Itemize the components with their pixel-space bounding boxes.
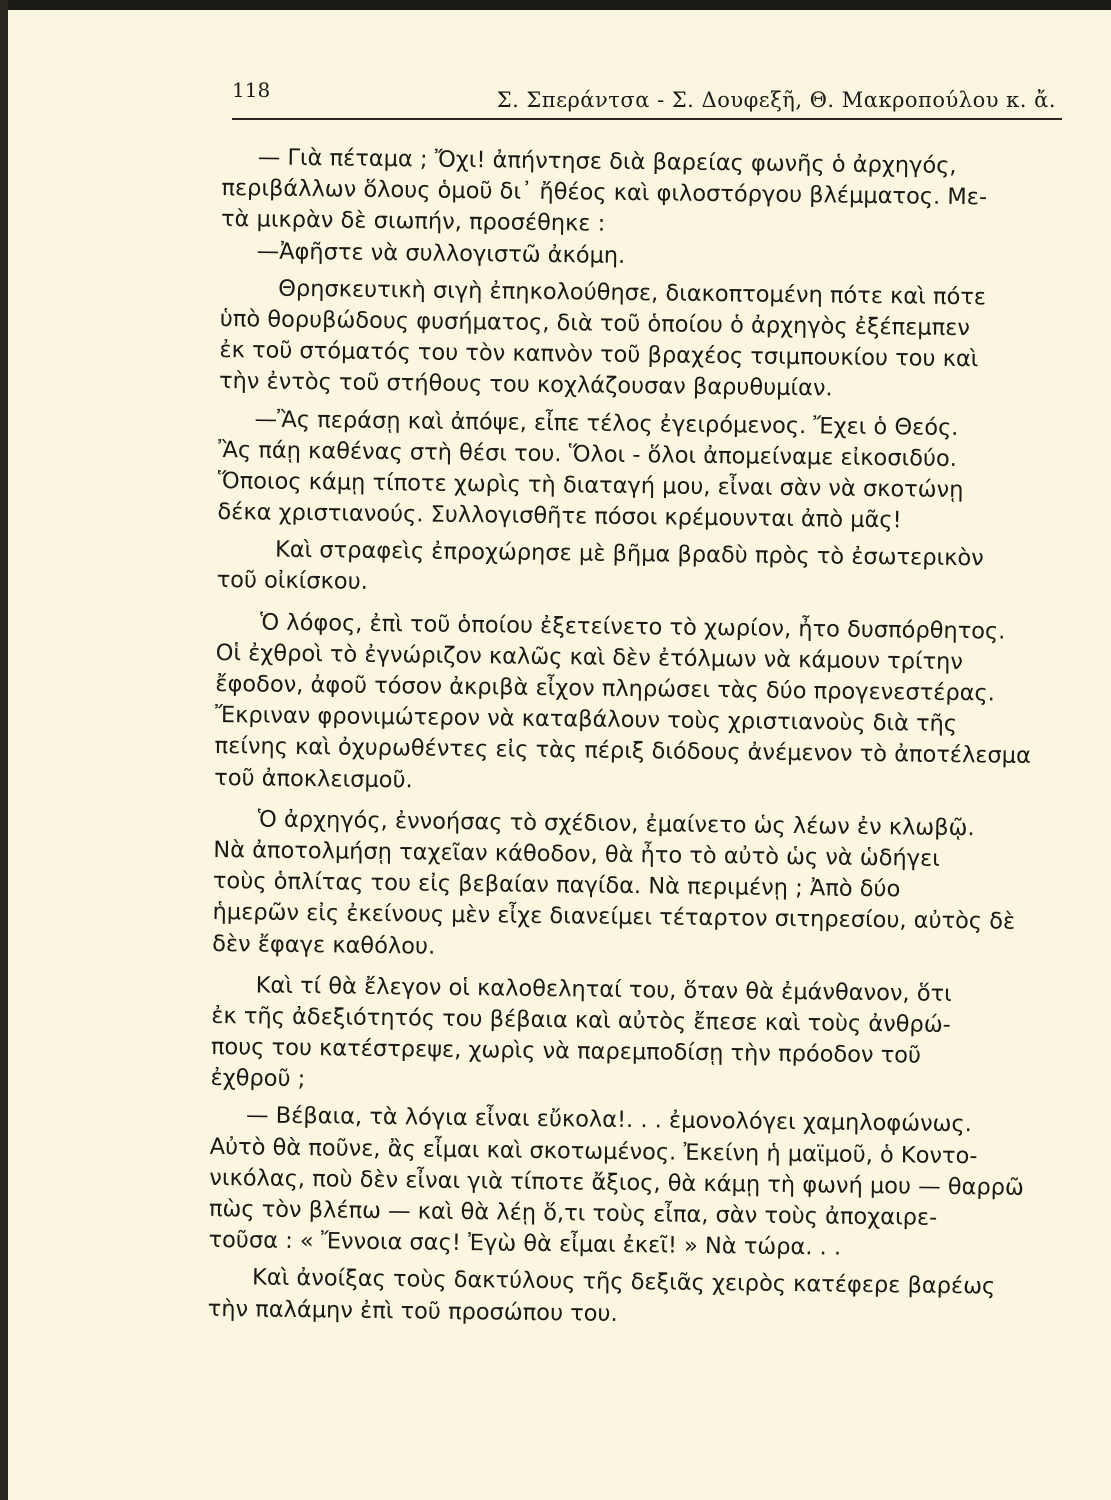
text-line: Θρησκευτικὴ σιγὴ ἐπηκολούθησε, διακοπτομένη πότε καὶ πότε — [278, 275, 987, 311]
text-line: —Ἂς περάσῃ καὶ ἀπόψε, εἶπε τέλος ἐγειρόμενος. Ἔχει ὁ Θεός. — [254, 405, 959, 441]
running-head: Σ. Σπεράντσα - Σ. Δουφεξῆ, Θ. Μακροπούλου κ. ἄ. — [496, 88, 1056, 112]
text-line: πὼς τὸν βλέπω — καὶ θὰ λέῃ ὅ,τι τοὺς εἶπα, σὰν τοὺς ἀποχαιρε- — [208, 1195, 938, 1231]
text-line: ὑπὸ θορυβώδους φυσήματος, διὰ τοῦ ὁποίου ὁ ἀρχηγὸς ἐξέπεμπεν — [219, 305, 971, 342]
text-line: δὲν ἔφαγε καθόλου. — [212, 930, 436, 960]
scan-top-border — [0, 0, 1111, 10]
text-line: τὴν ἐντὸς τοῦ στήθους του κοχλάζουσαν βαρυθυμίαν. — [218, 368, 833, 402]
text-line: Καὶ τί θὰ ἔλεγον οἱ καλοθεληταί του, ὅταν θὰ ἐμάνθανον, ὅτι — [255, 972, 952, 1007]
text-line: πείνης καὶ ὀχυρωθέντες εἰς τὰς πέριξ διόδους ἀνέμενον τὸ ἀποτέλεσμα — [214, 733, 1032, 770]
scan-left-border — [0, 0, 8, 1500]
text-line: ἐχθροῦ ; — [210, 1065, 306, 1093]
text-line: τοῦ ἀποκλεισμοῦ. — [214, 764, 413, 793]
text-line: δέκα χριστιανούς. Συλλογισθῆτε πόσοι κρέμουνται ἀπὸ μᾶς! — [217, 499, 902, 534]
text-line: — Γιὰ πέταμα ; Ὄχι! ἀπήντησε διὰ βαρείας φωνῆς ὁ ἀρχηγός, — [257, 144, 957, 179]
text-line: Ἔκριναν φρονιμώτερον νὰ καταβάλουν τοὺς χριστιανοὺς διὰ τῆς — [214, 702, 958, 738]
text-line: Ὁ λόφος, ἐπὶ τοῦ ὁποίου ἐξετείνετο τὸ χωρίον, ἦτο δυσπόρθητος. — [259, 609, 1006, 645]
text-line: — Βέβαια, τὰ λόγια εἶναι εὔκολα!. . . ἐμονολόγει χαμηλοφώνως. — [245, 1102, 972, 1138]
text-line: πους του κατέστρεψε, χωρὶς νὰ παρεμποδίσῃ τὴν πρόοδον τοῦ — [210, 1033, 922, 1069]
text-line: τὴν παλάμην ἐπὶ τοῦ προσώπου του. — [207, 1295, 618, 1327]
text-line: Ὅποιος κάμῃ τίποτε χωρὶς τὴ διαταγή μου, εἶναι σὰν νὰ σκοτώνῃ — [217, 467, 964, 503]
text-line: ἐκ τῆς ἀδεξιότητός του βέβαια καὶ αὐτὸς ἔπεσε καὶ τοὺς ἀνθρώ- — [211, 1002, 951, 1038]
text-line: Οἱ ἐχθροὶ τὸ ἐγνώριζον καλῶς καὶ δὲν ἐτόλμων νὰ κάμουν τρίτην — [215, 639, 964, 675]
text-line: Καὶ ἀνοίξας τοὺς δακτύλους τῆς δεξιᾶς χειρὸς κατέφερε βαρέως — [251, 1264, 996, 1300]
text-line: Ἂς πάῃ καθένας στὴ θέσι του. Ὅλοι - ὅλοι ἀπομείναμε εἰκοσιδύο. — [218, 436, 958, 472]
text-line: Καὶ στραφεὶς ἐπροχώρησε μὲ βῆμα βραδὺ πρὸς τὸ ἐσωτερικὸν — [274, 536, 984, 572]
page-body — [208, 142, 1067, 1335]
text-line: τοῦσα : « Ἔννοια σας! Ἐγὼ θὰ εἶμαι ἐκεῖ! » Νὰ τώρα. . . — [208, 1227, 842, 1261]
header-rule — [232, 118, 1062, 120]
text-line: τοῦ οἰκίσκου. — [216, 567, 368, 596]
text-line: ἐκ τοῦ στόματός του τὸν καπνὸν τοῦ βραχέος τσιμπουκίου του καὶ — [219, 337, 979, 373]
text-line: Αὐτὸ θὰ ποῦνε, ἂς εἶμαι καὶ σκοτωμένος. Ἐκείνη ἡ μαϊμοῦ, ὁ Κοντο- — [209, 1133, 978, 1169]
text-line: τὰ μικρὰν δὲ σιωπήν, προσέθηκε : — [220, 206, 606, 238]
text-line: τοὺς ὁπλίτας του εἰς βεβαίαν παγίδα. Νὰ περιμένῃ ; Ἀπὸ δύο — [212, 868, 901, 903]
text-line: νικόλας, ποὺ δὲν εἶναι γιὰ τίποτε ἄξιος, θὰ κάμῃ τὴ φωνή μου — θαρρῶ — [209, 1164, 1025, 1201]
text-line: περιβάλλων ὅλους ὁμοῦ δι᾿ ἤθέος καὶ φιλοστόργου βλέμματος. Με- — [221, 175, 988, 211]
page-header — [232, 70, 1062, 120]
text-line: ἡμερῶν εἰς ἐκείνους μὲν εἶχε διανείμει τέταρτον σιτηρεσίου, αὐτὸς δὲ — [212, 899, 1016, 936]
text-line: —Ἀφῆστε νὰ συλλογιστῶ ἀκόμη. — [256, 237, 626, 269]
page-number: 118 — [232, 78, 271, 102]
text-line: Ὁ ἀρχηγός, ἐννοήσας τὸ σχέδιον, ἐμαίνετο ὡς λέων ἐν κλωβῷ. — [257, 806, 975, 841]
text-line: Νὰ ἀποτολμήσῃ ταχεῖαν κάθοδον, θὰ ἦτο τὸ αὐτὸ ὡς νὰ ὡδήγει — [213, 836, 940, 872]
text-line: ἔφοδον, ἀφοῦ τόσον ἀκριβὰ εἶχον πληρώσει τὰς δύο προγενεστέρας. — [215, 670, 996, 707]
